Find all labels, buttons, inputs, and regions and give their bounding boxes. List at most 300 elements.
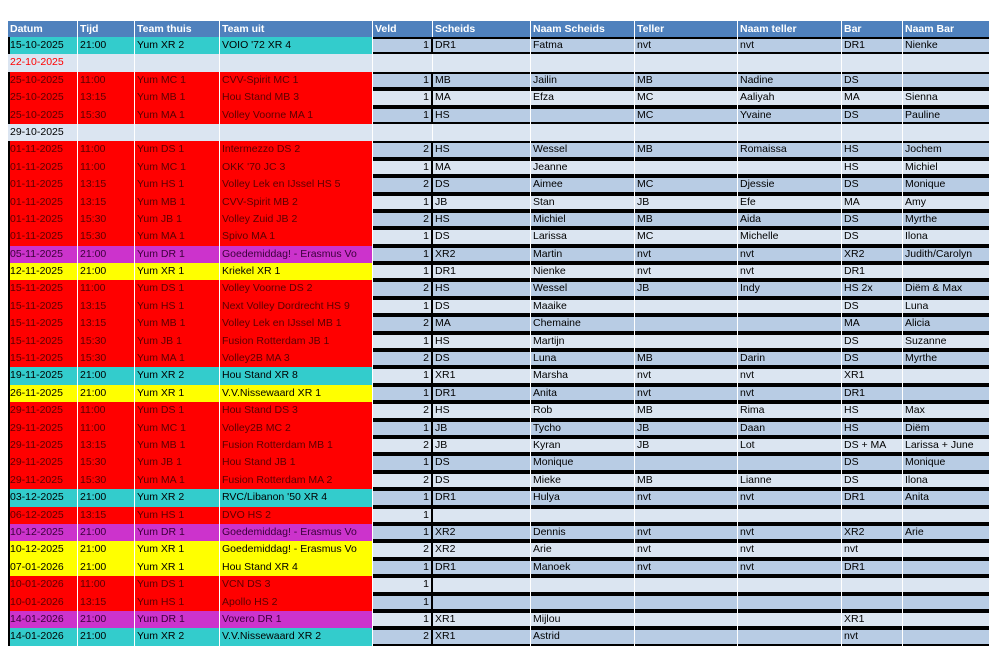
cell-bar-name[interactable]: Max	[905, 404, 925, 417]
cell-bar-role[interactable]: MA	[842, 194, 903, 211]
cell-home-team[interactable]: Yum MC 1	[135, 159, 220, 176]
cell-home-team[interactable]: Yum DS 1	[135, 141, 220, 158]
cell-bar-role[interactable]: DR1	[842, 385, 903, 402]
cell-home-team[interactable]: Yum MA 1	[135, 228, 220, 245]
cell-scorer-name[interactable]: Aaliyah	[738, 89, 842, 106]
cell-referee-name[interactable]: Wessel	[531, 141, 635, 158]
cell-referee-name[interactable]: Jeanne	[531, 159, 635, 176]
cell-field[interactable]: 1	[373, 107, 433, 124]
column-header-bar-role[interactable]: Bar	[842, 21, 903, 37]
cell-bar-name[interactable]: Ilona	[905, 473, 928, 486]
cell-bar-name[interactable]	[903, 367, 989, 384]
cell-bar-role[interactable]: HS	[842, 141, 903, 158]
cell-home-team[interactable]: Yum JB 1	[135, 211, 220, 228]
cell-home-team[interactable]: Yum MB 1	[135, 315, 220, 332]
cell-scorer-name[interactable]	[738, 54, 842, 71]
cell-scorer-role[interactable]: MB	[635, 211, 738, 228]
cell-bar-role[interactable]: MA	[842, 89, 903, 106]
cell-scorer-name[interactable]: nvt	[738, 37, 842, 54]
cell-field[interactable]: 1	[373, 228, 433, 245]
cell-home-team[interactable]: Yum XR 1	[135, 541, 220, 558]
cell-referee-name[interactable]	[531, 124, 635, 141]
cell-referee-role[interactable]: MA	[433, 315, 531, 332]
cell-referee-name[interactable]: Efza	[531, 89, 635, 106]
cell-bar-name[interactable]: Anita	[905, 491, 929, 504]
cell-referee-name[interactable]: Stan	[531, 194, 635, 211]
cell-field[interactable]: 1	[373, 507, 433, 524]
cell-bar-name[interactable]	[903, 628, 989, 645]
cell-away-team[interactable]: Goedemiddag! - Erasmus Vo	[220, 541, 373, 558]
cell-date[interactable]: 29-11-2025	[8, 402, 78, 419]
cell-bar-role[interactable]: DS	[842, 72, 903, 89]
cell-scorer-role[interactable]: nvt	[635, 541, 738, 558]
cell-bar-role[interactable]: DS	[842, 228, 903, 245]
cell-date[interactable]: 29-11-2025	[8, 472, 78, 489]
cell-referee-name[interactable]: Maaike	[531, 298, 635, 315]
cell-date[interactable]: 10-12-2025	[8, 524, 78, 541]
cell-time[interactable]: 21:00	[78, 263, 135, 280]
cell-bar-name[interactable]: Ilona	[905, 230, 928, 243]
cell-bar-name[interactable]	[903, 541, 989, 558]
cell-referee-name[interactable]	[531, 507, 635, 524]
cell-scorer-name[interactable]: Daan	[738, 420, 842, 437]
cell-away-team[interactable]: Volley Voorne MA 1	[220, 107, 373, 124]
cell-away-team[interactable]: Goedemiddag! - Erasmus Vo	[220, 246, 373, 263]
cell-scorer-role[interactable]	[635, 611, 738, 628]
cell-time[interactable]: 15:30	[78, 107, 135, 124]
cell-away-team[interactable]: Hou Stand XR 4	[220, 559, 373, 576]
cell-scorer-name[interactable]: nvt	[738, 246, 842, 263]
cell-time[interactable]: 15:30	[78, 228, 135, 245]
cell-date[interactable]: 01-11-2025	[8, 159, 78, 176]
cell-referee-name[interactable]: Dennis	[531, 524, 635, 541]
cell-bar-role[interactable]: DS	[842, 333, 903, 350]
cell-date[interactable]: 25-10-2025	[8, 89, 78, 106]
cell-scorer-name[interactable]: Efe	[738, 194, 842, 211]
cell-date[interactable]: 12-11-2025	[8, 263, 78, 280]
cell-bar-role[interactable]: DS	[842, 350, 903, 367]
cell-scorer-role[interactable]: MB	[635, 350, 738, 367]
cell-referee-role[interactable]: DS	[433, 350, 531, 367]
cell-date[interactable]: 01-11-2025	[8, 194, 78, 211]
cell-time[interactable]: 21:00	[78, 541, 135, 558]
cell-field[interactable]: 1	[373, 367, 433, 384]
column-header-referee-role[interactable]: Scheids	[433, 21, 531, 37]
cell-away-team[interactable]: Fusion Rotterdam MA 2	[220, 472, 373, 489]
cell-away-team[interactable]: Volley Lek en IJssel HS 5	[220, 176, 373, 193]
cell-scorer-role[interactable]	[635, 298, 738, 315]
cell-referee-role[interactable]: XR1	[433, 367, 531, 384]
cell-away-team[interactable]: Volley2B MC 2	[220, 420, 373, 437]
cell-scorer-role[interactable]	[635, 315, 738, 332]
cell-away-team[interactable]: CVV-Spirit MC 1	[220, 72, 373, 89]
cell-referee-role[interactable]: DS	[433, 454, 531, 471]
cell-scorer-name[interactable]: nvt	[738, 385, 842, 402]
cell-field[interactable]: 1	[373, 37, 433, 54]
cell-field[interactable]: 2	[373, 402, 433, 419]
cell-referee-name[interactable]: Hulya	[531, 489, 635, 506]
cell-referee-role[interactable]: JB	[433, 420, 531, 437]
cell-referee-name[interactable]	[531, 576, 635, 593]
cell-referee-name[interactable]: Monique	[531, 454, 635, 471]
cell-time[interactable]: 21:00	[78, 385, 135, 402]
cell-bar-role[interactable]: XR2	[842, 524, 903, 541]
cell-date[interactable]: 15-10-2025	[8, 37, 78, 54]
cell-away-team[interactable]: CVV-Spirit MB 2	[220, 194, 373, 211]
column-header-home-team[interactable]: Team thuis	[135, 21, 220, 37]
cell-referee-name[interactable]: Tycho	[531, 420, 635, 437]
cell-referee-name[interactable]: Aimee	[531, 176, 635, 193]
cell-time[interactable]: 11:00	[78, 280, 135, 297]
cell-referee-role[interactable]: JB	[433, 194, 531, 211]
cell-bar-name[interactable]: Diëm	[905, 421, 930, 434]
cell-scorer-role[interactable]	[635, 333, 738, 350]
cell-away-team[interactable]: Hou Stand MB 3	[220, 89, 373, 106]
cell-bar-name[interactable]	[903, 72, 989, 89]
cell-scorer-name[interactable]	[738, 315, 842, 332]
cell-field[interactable]: 1	[373, 594, 433, 611]
cell-time[interactable]: 13:15	[78, 594, 135, 611]
cell-bar-role[interactable]	[842, 576, 903, 593]
cell-time[interactable]: 21:00	[78, 524, 135, 541]
cell-home-team[interactable]: Yum DS 1	[135, 402, 220, 419]
cell-away-team[interactable]: DVO HS 2	[220, 507, 373, 524]
cell-home-team[interactable]: Yum JB 1	[135, 454, 220, 471]
cell-scorer-name[interactable]: Darin	[738, 350, 842, 367]
cell-bar-name[interactable]: Michiel	[905, 160, 938, 173]
cell-away-team[interactable]: Kriekel XR 1	[220, 263, 373, 280]
cell-bar-role[interactable]	[842, 54, 903, 71]
cell-date[interactable]: 15-11-2025	[8, 333, 78, 350]
cell-scorer-name[interactable]: Michelle	[738, 228, 842, 245]
cell-time[interactable]: 11:00	[78, 159, 135, 176]
cell-home-team[interactable]: Yum MB 1	[135, 194, 220, 211]
cell-home-team[interactable]: Yum MA 1	[135, 350, 220, 367]
cell-bar-name[interactable]: Sienna	[905, 91, 938, 104]
cell-bar-name[interactable]: Monique	[905, 456, 946, 469]
cell-scorer-role[interactable]: JB	[635, 280, 738, 297]
cell-scorer-name[interactable]: nvt	[738, 559, 842, 576]
cell-bar-name[interactable]	[903, 611, 989, 628]
cell-date[interactable]: 15-11-2025	[8, 280, 78, 297]
column-header-date[interactable]: Datum	[8, 21, 78, 37]
cell-scorer-name[interactable]: Aida	[738, 211, 842, 228]
cell-scorer-role[interactable]: nvt	[635, 367, 738, 384]
cell-referee-role[interactable]	[433, 54, 531, 71]
cell-bar-name[interactable]: Myrthe	[905, 212, 938, 225]
cell-referee-name[interactable]: Mijlou	[531, 611, 635, 628]
cell-time[interactable]: 13:15	[78, 176, 135, 193]
cell-date[interactable]: 10-12-2025	[8, 541, 78, 558]
column-header-scorer-role[interactable]: Teller	[635, 21, 738, 37]
cell-home-team[interactable]: Yum XR 1	[135, 263, 220, 280]
cell-referee-name[interactable]: Martin	[531, 246, 635, 263]
cell-time[interactable]: 11:00	[78, 420, 135, 437]
cell-field[interactable]: 1	[373, 524, 433, 541]
cell-field[interactable]: 1	[373, 298, 433, 315]
cell-scorer-name[interactable]	[738, 628, 842, 645]
cell-time[interactable]: 13:15	[78, 89, 135, 106]
cell-referee-name[interactable]: Arie	[531, 541, 635, 558]
cell-bar-name[interactable]: Luna	[905, 299, 929, 312]
cell-referee-name[interactable]: Martijn	[531, 333, 635, 350]
cell-home-team[interactable]: Yum DS 1	[135, 280, 220, 297]
cell-time[interactable]: 13:15	[78, 194, 135, 211]
cell-home-team[interactable]: Yum XR 2	[135, 489, 220, 506]
cell-away-team[interactable]: OKK '70 JC 3	[220, 159, 373, 176]
cell-scorer-name[interactable]: Yvaine	[738, 107, 842, 124]
cell-referee-role[interactable]: HS	[433, 141, 531, 158]
cell-referee-name[interactable]: Jailin	[531, 72, 635, 89]
cell-scorer-name[interactable]	[738, 159, 842, 176]
cell-referee-role[interactable]: MB	[433, 72, 531, 89]
cell-scorer-name[interactable]: Rima	[738, 402, 842, 419]
cell-away-team[interactable]	[220, 124, 373, 141]
cell-time[interactable]: 15:30	[78, 333, 135, 350]
cell-time[interactable]: 15:30	[78, 350, 135, 367]
cell-away-team[interactable]: Spivo MA 1	[220, 228, 373, 245]
cell-referee-name[interactable]: Michiel	[531, 211, 635, 228]
cell-field[interactable]	[373, 124, 433, 141]
cell-date[interactable]: 01-11-2025	[8, 176, 78, 193]
cell-bar-role[interactable]: XR1	[842, 367, 903, 384]
cell-scorer-name[interactable]: Indy	[738, 280, 842, 297]
cell-bar-name[interactable]	[903, 576, 989, 593]
cell-time[interactable]	[78, 54, 135, 71]
cell-home-team[interactable]: Yum MA 1	[135, 472, 220, 489]
cell-scorer-role[interactable]: nvt	[635, 489, 738, 506]
cell-referee-role[interactable]: DS	[433, 298, 531, 315]
cell-scorer-role[interactable]: JB	[635, 437, 738, 454]
cell-referee-role[interactable]: XR2	[433, 524, 531, 541]
cell-home-team[interactable]: Yum DR 1	[135, 246, 220, 263]
cell-scorer-name[interactable]: Nadine	[738, 72, 842, 89]
cell-scorer-role[interactable]	[635, 576, 738, 593]
cell-scorer-name[interactable]	[738, 124, 842, 141]
cell-home-team[interactable]: Yum HS 1	[135, 507, 220, 524]
cell-bar-role[interactable]: DR1	[842, 559, 903, 576]
cell-field[interactable]: 2	[373, 437, 433, 454]
cell-scorer-role[interactable]	[635, 159, 738, 176]
cell-field[interactable]: 1	[373, 420, 433, 437]
cell-home-team[interactable]: Yum HS 1	[135, 176, 220, 193]
cell-field[interactable]	[373, 54, 433, 71]
cell-away-team[interactable]	[220, 54, 373, 71]
cell-bar-name[interactable]	[903, 559, 989, 576]
cell-referee-role[interactable]: DR1	[433, 263, 531, 280]
cell-scorer-role[interactable]: MC	[635, 176, 738, 193]
cell-bar-name[interactable]: Suzanne	[905, 334, 947, 347]
cell-date[interactable]: 29-11-2025	[8, 420, 78, 437]
cell-bar-role[interactable]	[842, 124, 903, 141]
cell-date[interactable]: 14-01-2026	[8, 628, 78, 645]
cell-scorer-role[interactable]: MC	[635, 228, 738, 245]
cell-time[interactable]	[78, 124, 135, 141]
cell-referee-role[interactable]	[433, 124, 531, 141]
column-header-bar-name[interactable]: Naam Bar	[905, 23, 955, 35]
cell-referee-role[interactable]	[433, 507, 531, 524]
cell-away-team[interactable]: Apollo HS 2	[220, 594, 373, 611]
cell-referee-role[interactable]: XR1	[433, 628, 531, 645]
cell-home-team[interactable]: Yum XR 1	[135, 385, 220, 402]
cell-scorer-role[interactable]: MB	[635, 72, 738, 89]
cell-scorer-role[interactable]: nvt	[635, 385, 738, 402]
cell-date[interactable]: 10-01-2026	[8, 576, 78, 593]
cell-time[interactable]: 21:00	[78, 367, 135, 384]
cell-bar-name[interactable]: Nienke	[905, 39, 938, 51]
cell-referee-role[interactable]: HS	[433, 280, 531, 297]
column-header-time[interactable]: Tijd	[78, 21, 135, 37]
cell-scorer-role[interactable]: nvt	[635, 37, 738, 54]
cell-field[interactable]: 2	[373, 280, 433, 297]
cell-scorer-role[interactable]	[635, 124, 738, 141]
cell-referee-name[interactable]: Fatma	[531, 37, 635, 54]
cell-away-team[interactable]: Hou Stand DS 3	[220, 402, 373, 419]
cell-bar-role[interactable]: DS + MA	[842, 437, 903, 454]
column-header-away-team[interactable]: Team uit	[220, 21, 373, 37]
cell-scorer-name[interactable]: Lot	[738, 437, 842, 454]
cell-away-team[interactable]: Hou Stand JB 1	[220, 454, 373, 471]
cell-bar-role[interactable]: DR1	[842, 263, 903, 280]
cell-date[interactable]: 01-11-2025	[8, 141, 78, 158]
cell-scorer-role[interactable]: nvt	[635, 559, 738, 576]
cell-referee-name[interactable]: Manoek	[531, 559, 635, 576]
cell-field[interactable]: 1	[373, 489, 433, 506]
cell-referee-role[interactable]: DR1	[433, 559, 531, 576]
cell-referee-role[interactable]: MA	[433, 159, 531, 176]
cell-referee-name[interactable]	[531, 107, 635, 124]
cell-date[interactable]: 01-11-2025	[8, 228, 78, 245]
cell-date[interactable]: 22-10-2025	[8, 54, 78, 71]
cell-bar-name[interactable]: Pauline	[905, 108, 941, 121]
cell-referee-name[interactable]: Chemaine	[531, 315, 635, 332]
cell-away-team[interactable]: V.V.Nissewaard XR 2	[220, 628, 373, 645]
cell-date[interactable]: 10-01-2026	[8, 594, 78, 611]
cell-bar-role[interactable]: nvt	[842, 628, 903, 645]
cell-bar-name[interactable]	[903, 507, 989, 524]
cell-scorer-name[interactable]	[738, 333, 842, 350]
cell-away-team[interactable]: Volley Voorne DS 2	[220, 280, 373, 297]
cell-home-team[interactable]: Yum DR 1	[135, 524, 220, 541]
cell-time[interactable]: 11:00	[78, 576, 135, 593]
cell-referee-role[interactable]: DS	[433, 472, 531, 489]
cell-referee-role[interactable]: DS	[433, 228, 531, 245]
cell-bar-name[interactable]: Diëm & Max	[905, 282, 963, 295]
cell-bar-role[interactable]: HS	[842, 402, 903, 419]
cell-scorer-role[interactable]	[635, 507, 738, 524]
cell-field[interactable]: 1	[373, 333, 433, 350]
cell-bar-role[interactable]: DR1	[842, 489, 903, 506]
cell-bar-name[interactable]: Larissa + June	[905, 438, 974, 451]
cell-time[interactable]: 21:00	[78, 246, 135, 263]
cell-home-team[interactable]	[135, 124, 220, 141]
cell-home-team[interactable]: Yum JB 1	[135, 333, 220, 350]
cell-home-team[interactable]: Yum XR 2	[135, 37, 220, 54]
cell-bar-name[interactable]: Amy	[905, 195, 926, 208]
cell-away-team[interactable]: Fusion Rotterdam MB 1	[220, 437, 373, 454]
cell-referee-name[interactable]	[531, 54, 635, 71]
cell-scorer-role[interactable]	[635, 54, 738, 71]
cell-away-team[interactable]: Volley Zuid JB 2	[220, 211, 373, 228]
cell-referee-role[interactable]: DS	[433, 176, 531, 193]
cell-field[interactable]: 1	[373, 611, 433, 628]
cell-bar-role[interactable]: DS	[842, 176, 903, 193]
cell-scorer-name[interactable]: nvt	[738, 524, 842, 541]
cell-referee-name[interactable]: Mieke	[531, 472, 635, 489]
cell-home-team[interactable]: Yum MC 1	[135, 72, 220, 89]
cell-time[interactable]: 13:15	[78, 315, 135, 332]
cell-date[interactable]: 14-01-2026	[8, 611, 78, 628]
cell-scorer-role[interactable]	[635, 454, 738, 471]
cell-scorer-role[interactable]	[635, 594, 738, 611]
cell-date[interactable]: 19-11-2025	[8, 367, 78, 384]
cell-time[interactable]: 15:30	[78, 472, 135, 489]
cell-away-team[interactable]: Intermezzo DS 2	[220, 141, 373, 158]
cell-scorer-role[interactable]	[635, 628, 738, 645]
cell-date[interactable]: 15-11-2025	[8, 315, 78, 332]
cell-time[interactable]: 11:00	[78, 72, 135, 89]
cell-field[interactable]: 2	[373, 472, 433, 489]
cell-time[interactable]: 21:00	[78, 37, 135, 54]
cell-bar-name[interactable]: Alicia	[905, 317, 931, 330]
cell-referee-role[interactable]: XR2	[433, 541, 531, 558]
cell-away-team[interactable]: Hou Stand XR 8	[220, 367, 373, 384]
cell-referee-name[interactable]: Wessel	[531, 280, 635, 297]
cell-scorer-name[interactable]	[738, 594, 842, 611]
cell-referee-role[interactable]: HS	[433, 402, 531, 419]
cell-scorer-name[interactable]	[738, 454, 842, 471]
cell-referee-role[interactable]	[433, 576, 531, 593]
cell-time[interactable]: 15:30	[78, 454, 135, 471]
cell-home-team[interactable]: Yum HS 1	[135, 594, 220, 611]
cell-scorer-role[interactable]: MC	[635, 107, 738, 124]
cell-home-team[interactable]: Yum MB 1	[135, 437, 220, 454]
column-header-field[interactable]: Veld	[373, 21, 433, 37]
cell-away-team[interactable]: VOIO '72 XR 4	[220, 37, 373, 54]
cell-bar-role[interactable]: HS	[842, 420, 903, 437]
cell-scorer-name[interactable]	[738, 576, 842, 593]
cell-date[interactable]: 29-11-2025	[8, 437, 78, 454]
cell-date[interactable]: 15-11-2025	[8, 350, 78, 367]
cell-field[interactable]: 2	[373, 541, 433, 558]
cell-bar-role[interactable]: MA	[842, 315, 903, 332]
cell-date[interactable]: 29-10-2025	[8, 124, 78, 141]
cell-home-team[interactable]: Yum XR 2	[135, 367, 220, 384]
cell-scorer-name[interactable]: Romaissa	[738, 141, 842, 158]
cell-home-team[interactable]: Yum DS 1	[135, 576, 220, 593]
cell-scorer-name[interactable]: nvt	[738, 541, 842, 558]
cell-referee-role[interactable]: DR1	[433, 489, 531, 506]
cell-time[interactable]: 13:15	[78, 298, 135, 315]
cell-date[interactable]: 25-10-2025	[8, 107, 78, 124]
cell-referee-role[interactable]: DR1	[433, 385, 531, 402]
cell-referee-name[interactable]	[531, 594, 635, 611]
cell-scorer-role[interactable]: MB	[635, 472, 738, 489]
cell-referee-name[interactable]: Marsha	[531, 367, 635, 384]
cell-bar-role[interactable]	[842, 507, 903, 524]
cell-home-team[interactable]: Yum MA 1	[135, 107, 220, 124]
cell-referee-name[interactable]: Anita	[531, 385, 635, 402]
cell-bar-role[interactable]	[842, 594, 903, 611]
cell-field[interactable]: 2	[373, 211, 433, 228]
cell-scorer-name[interactable]	[738, 298, 842, 315]
cell-referee-role[interactable]: HS	[433, 107, 531, 124]
cell-field[interactable]: 1	[373, 72, 433, 89]
cell-scorer-role[interactable]: nvt	[635, 524, 738, 541]
cell-away-team[interactable]: V.V.Nissewaard XR 1	[220, 385, 373, 402]
cell-away-team[interactable]: Volley2B MA 3	[220, 350, 373, 367]
cell-referee-name[interactable]: Kyran	[531, 437, 635, 454]
